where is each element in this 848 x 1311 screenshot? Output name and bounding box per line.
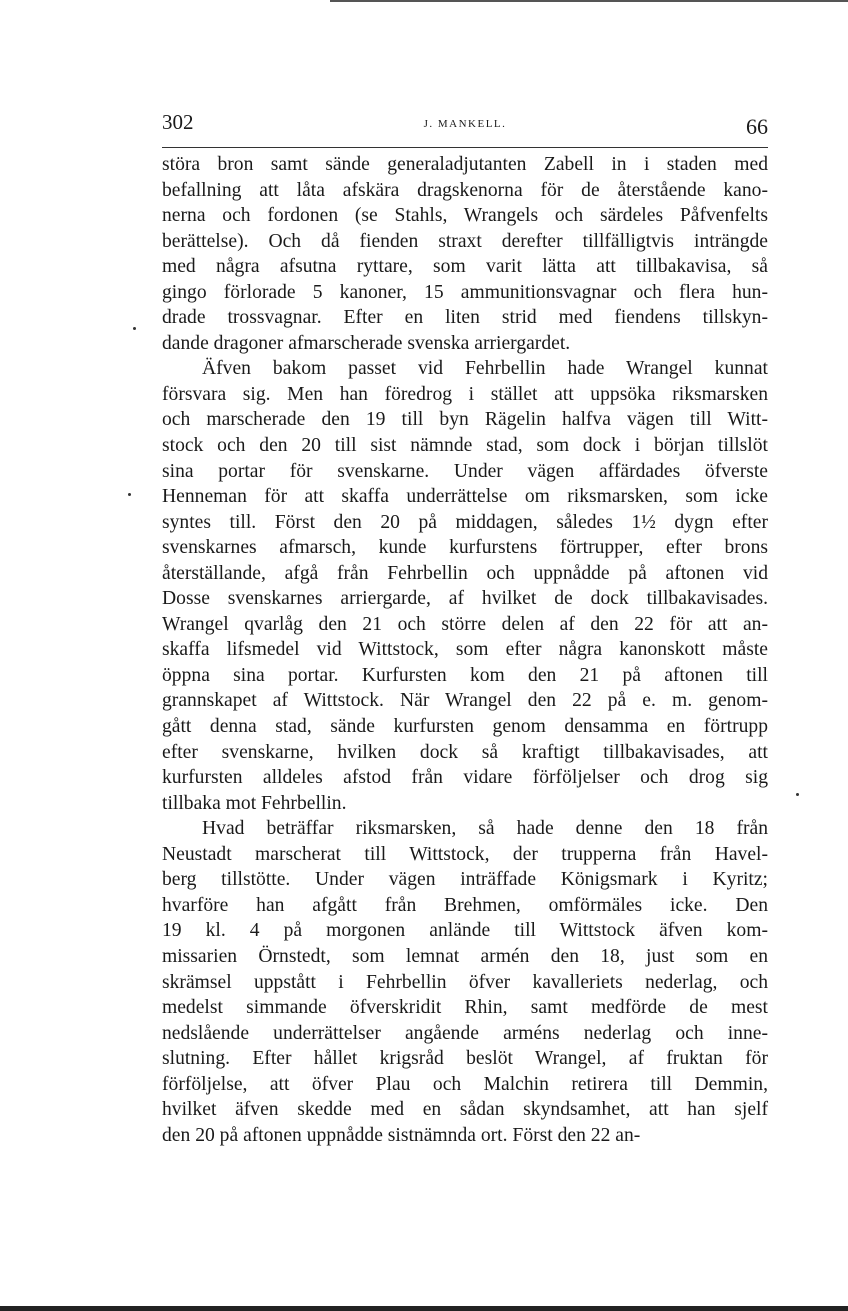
text-line: missarien Örnstedt, som lemnat armén den 18, just som en bbox=[162, 945, 768, 967]
text-line: och marscherade den 19 till byn Rägelin halfva vägen till Witt- bbox=[162, 409, 768, 431]
text-line: stock och den 20 till sist nämnde stad, som dock i början tillslöt bbox=[162, 435, 768, 457]
text-line: syntes till. Först den 20 på middagen, således 1½ dygn efter bbox=[162, 511, 768, 533]
text-line: förföljelse, att öfver Plau och Malchin retirera till Demmin, bbox=[162, 1073, 768, 1095]
header-rule bbox=[162, 147, 768, 148]
body-text bbox=[162, 152, 768, 1148]
text-line: berättelse). Och då fienden straxt derefter tillfälligtvis inträngde bbox=[162, 230, 768, 252]
text-line: Neustadt marscherat till Wittstock, der trupperna från Havel- bbox=[162, 843, 768, 865]
text-line: dande dragoner afmarscherade svenska arriergardet. bbox=[162, 332, 571, 354]
page-number-right: 66 bbox=[746, 114, 768, 139]
scan-speck bbox=[133, 327, 136, 330]
text-line: kurfursten alldeles afstod från vidare förföljelser och drog sig bbox=[162, 767, 768, 789]
text-line: gått denna stad, sände kurfursten genom densamma en förtrupp bbox=[162, 716, 768, 738]
text-line: grannskapet af Wittstock. När Wrangel den 22 på e. m. genom- bbox=[162, 690, 768, 712]
text-line: försvara sig. Men han föredrog i stället att uppsöka riksmarsken bbox=[162, 383, 768, 405]
text-line: drade trossvagnar. Efter en liten strid med fiendens tillskyn- bbox=[162, 307, 768, 329]
text-line: tillbaka mot Fehrbellin. bbox=[162, 792, 347, 814]
text-line: skaffa lifsmedel vid Wittstock, som efter några kanonskott måste bbox=[162, 639, 768, 661]
text-line: med några afsutna ryttare, som varit lätta att tillbakavisa, så bbox=[162, 256, 768, 278]
text-line: hvilket äfven skedde med en sådan skyndsamhet, att han sjelf bbox=[162, 1099, 768, 1121]
scan-speck bbox=[128, 493, 131, 496]
scan-edge-top bbox=[330, 0, 848, 2]
text-line: den 20 på aftonen uppnådde sistnämnda ort. Först den 22 an- bbox=[162, 1124, 641, 1146]
text-line: medelst simmande öfverskridit Rhin, samt medförde de mest bbox=[162, 997, 768, 1019]
text-line: berg tillstötte. Under vägen inträffade Königsmark i Kyritz; bbox=[162, 869, 768, 891]
text-line: återställande, afgå från Fehrbellin och uppnådde på aftonen vid bbox=[162, 562, 768, 584]
text-line: Wrangel qvarlåg den 21 och större delen af den 22 för att an- bbox=[162, 613, 768, 635]
text-line: Hvad beträffar riksmarsken, så hade denne den 18 från bbox=[202, 818, 768, 840]
text-line: öppna sina portar. Kurfursten kom den 21 på aftonen till bbox=[162, 664, 768, 686]
text-line: svenskarnes afmarsch, kunde kurfurstens förtrupper, efter brons bbox=[162, 537, 768, 559]
text-line: nerna och fordonen (se Stahls, Wrangels och särdeles Påfvenfelts bbox=[162, 205, 768, 227]
text-line: 19 kl. 4 på morgonen anlände till Wittstock äfven kom- bbox=[162, 920, 768, 942]
text-line: gingo förlorade 5 kanoner, 15 ammunitionsvagnar och flera hun- bbox=[162, 281, 768, 303]
page-header bbox=[162, 110, 768, 140]
text-line: nedslående underrättelser angående arméns nederlag och inne- bbox=[162, 1022, 768, 1044]
text-line: Dosse svenskarnes arriergarde, af hvilket de dock tillbakavisades. bbox=[162, 588, 768, 610]
text-line: Äfven bakom passet vid Fehrbellin hade Wrangel kunnat bbox=[202, 358, 768, 380]
text-line: befallning att låta afskära dragskenorna för de återstående kano- bbox=[162, 179, 768, 201]
page-number-left: 302 bbox=[162, 110, 194, 134]
scan-edge-bottom bbox=[0, 1306, 848, 1311]
text-line: sina portar för svenskarne. Under vägen affärdades öfverste bbox=[162, 460, 768, 482]
text-line: hvarföre han afgått från Brehmen, omförmäles icke. Den bbox=[162, 894, 768, 916]
text-line: slutning. Efter hållet krigsråd beslöt Wrangel, af fruktan för bbox=[162, 1048, 768, 1070]
scan-speck bbox=[796, 793, 799, 796]
text-line: störa bron samt sände generaladjutanten Zabell in i staden med bbox=[162, 154, 768, 175]
text-line: Henneman för att skaffa underrättelse om riksmarsken, som icke bbox=[162, 486, 768, 508]
text-line: efter svenskarne, hvilken dock så kraftigt tillbakavisades, att bbox=[162, 741, 768, 763]
text-line: skrämsel uppstått i Fehrbellin öfver kavalleriets nederlag, och bbox=[162, 971, 768, 993]
running-head: J. MANKELL. bbox=[423, 118, 507, 130]
